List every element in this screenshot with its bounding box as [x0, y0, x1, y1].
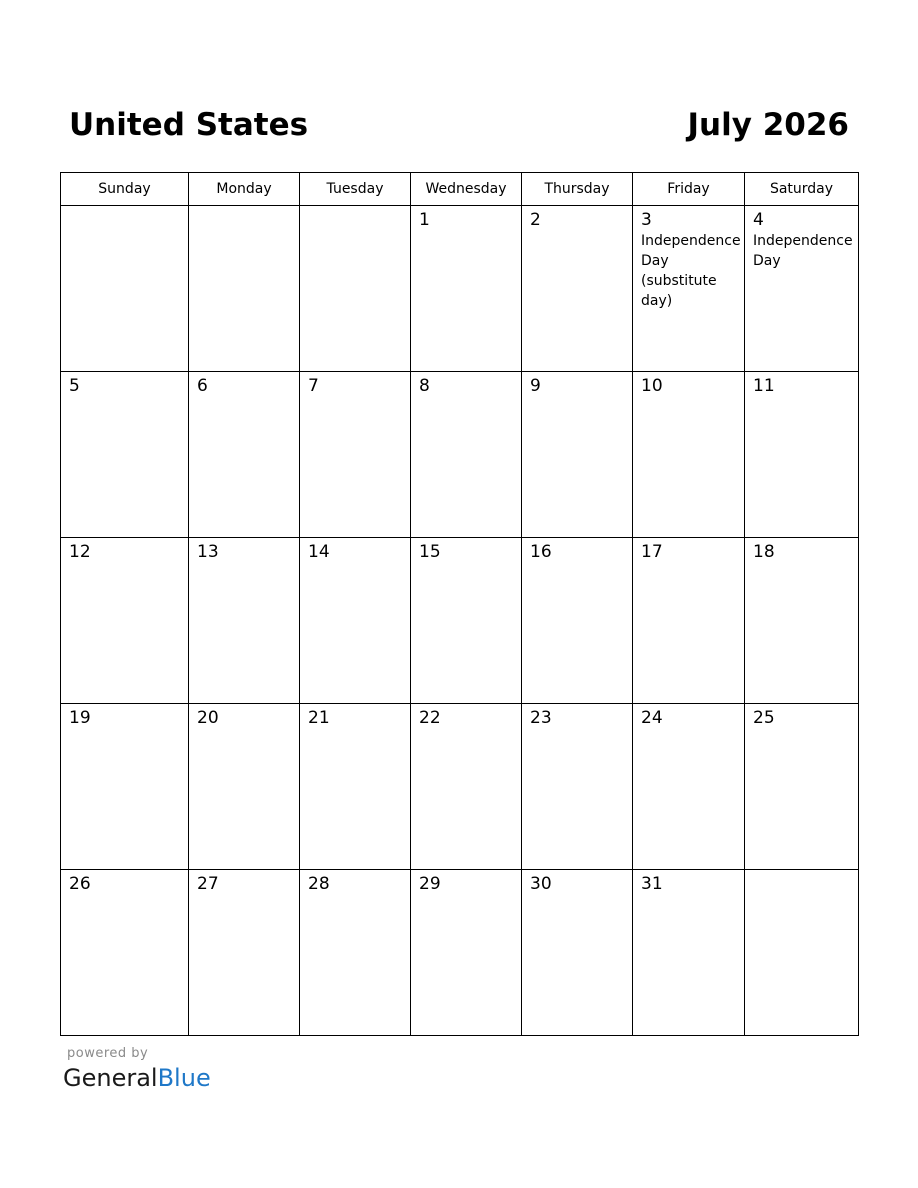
- week-row: [61, 538, 859, 704]
- day-number: 31: [641, 874, 663, 894]
- weekday-wednesday: Wednesday: [411, 173, 522, 206]
- day-cell: [300, 372, 411, 538]
- weekday-tuesday: Tuesday: [300, 173, 411, 206]
- day-cell: [633, 538, 745, 704]
- day-cell: [411, 206, 522, 372]
- day-cell: [189, 538, 300, 704]
- day-number: 13: [197, 542, 219, 562]
- day-number: 18: [753, 542, 775, 562]
- day-number: 6: [197, 376, 208, 396]
- month-year-title: July 2026: [687, 107, 849, 143]
- day-number: 1: [419, 210, 430, 230]
- day-cell: [189, 372, 300, 538]
- day-cell: [300, 704, 411, 870]
- week-row: [61, 704, 859, 870]
- day-cell: [633, 372, 745, 538]
- day-number: 3: [641, 210, 652, 230]
- day-cell: [300, 538, 411, 704]
- day-number: 23: [530, 708, 552, 728]
- day-cell: [522, 870, 633, 1036]
- day-number: 22: [419, 708, 441, 728]
- day-cell: [745, 372, 859, 538]
- day-number: 30: [530, 874, 552, 894]
- day-number: 14: [308, 542, 330, 562]
- day-cell: [61, 704, 189, 870]
- day-number: 2: [530, 210, 541, 230]
- day-number: 27: [197, 874, 219, 894]
- day-cell: [189, 206, 300, 372]
- week-row: [61, 206, 859, 372]
- day-number: 29: [419, 874, 441, 894]
- day-number: 24: [641, 708, 663, 728]
- day-number: 4: [753, 210, 764, 230]
- weekday-saturday: Saturday: [745, 173, 859, 206]
- day-cell: [522, 704, 633, 870]
- day-cell: [745, 704, 859, 870]
- holiday-label: Independence Day: [753, 233, 853, 269]
- day-cell: [411, 372, 522, 538]
- day-number: 7: [308, 376, 319, 396]
- day-cell: [633, 206, 745, 372]
- day-number: 11: [753, 376, 775, 396]
- brand-blue-text: Blue: [157, 1064, 211, 1092]
- day-cell: [633, 870, 745, 1036]
- day-number: 8: [419, 376, 430, 396]
- day-cell: [522, 538, 633, 704]
- day-cell: [300, 206, 411, 372]
- day-cell: [61, 538, 189, 704]
- day-number: 28: [308, 874, 330, 894]
- day-number: 25: [753, 708, 775, 728]
- day-cell: [633, 704, 745, 870]
- weekday-monday: Monday: [189, 173, 300, 206]
- brand-logo[interactable]: [63, 1063, 211, 1093]
- weekday-thursday: Thursday: [522, 173, 633, 206]
- day-number: 20: [197, 708, 219, 728]
- day-cell: [522, 206, 633, 372]
- week-row: [61, 372, 859, 538]
- country-title: United States: [69, 107, 309, 143]
- weekday-header-row: [61, 173, 859, 206]
- day-number: 5: [69, 376, 80, 396]
- day-number: 26: [69, 874, 91, 894]
- day-number: 9: [530, 376, 541, 396]
- holiday-label: Independence Day (substitute day): [641, 233, 741, 309]
- day-cell: [522, 372, 633, 538]
- day-cell: [745, 206, 859, 372]
- day-number: 10: [641, 376, 663, 396]
- week-row: [61, 870, 859, 1036]
- footer: [63, 1045, 211, 1093]
- day-cell: [411, 538, 522, 704]
- day-cell: [411, 870, 522, 1036]
- day-number: 19: [69, 708, 91, 728]
- day-cell: [61, 870, 189, 1036]
- day-cell: [189, 704, 300, 870]
- weekday-sunday: Sunday: [61, 173, 189, 206]
- day-number: 16: [530, 542, 552, 562]
- calendar-grid: [60, 172, 859, 1036]
- day-number: 15: [419, 542, 441, 562]
- day-cell: [61, 206, 189, 372]
- weekday-friday: Friday: [633, 173, 745, 206]
- day-cell: [411, 704, 522, 870]
- day-cell: [189, 870, 300, 1036]
- powered-by-label: powered by: [67, 1046, 149, 1061]
- day-cell: [300, 870, 411, 1036]
- day-cell: [745, 870, 859, 1036]
- day-cell: [61, 372, 189, 538]
- day-number: 12: [69, 542, 91, 562]
- day-number: 17: [641, 542, 663, 562]
- day-number: 21: [308, 708, 330, 728]
- day-cell: [745, 538, 859, 704]
- brand-general-text: General: [63, 1064, 158, 1092]
